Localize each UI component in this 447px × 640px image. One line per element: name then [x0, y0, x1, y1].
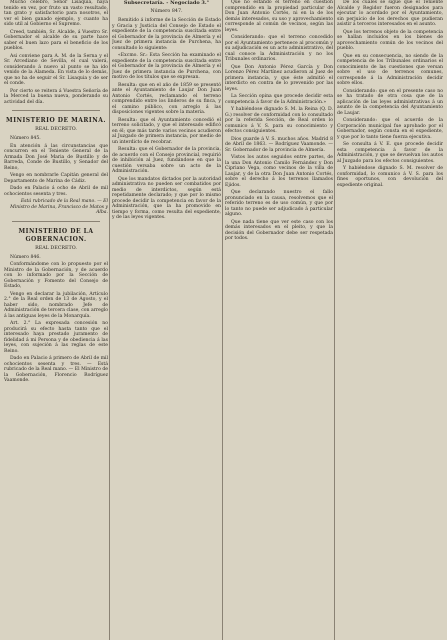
- paragraph: Vistos los autos seguidos entre partes, de la una Don Antonio Camilo Fernández y Don Cipriano Vega, como vecinos de la villa de Laujar, y de la otra Don Juan Antonio Cortés, sobre el derecho á los terrenos llamados Ejidos.: [225, 155, 333, 188]
- column-3: [225, 0, 333, 640]
- paragraph: Resulta: que el Ayuntamiento concedió el terreno solicitado, y que el interesado edificó en él; que más tarde varios vecinos acudieron al Juzgado de primera instancia, por medio de un interdicto de recobrar.: [112, 117, 221, 145]
- paragraph: De los cuales se sigue que el Teniente Alcalde y Regidor fueron designados para ejecutar lo acordado por el Ayuntamiento, sin perjuicio de los derechos que pudieran asistir á terceros interesados en el asunto.: [337, 0, 443, 27]
- paragraph: Que nada tiene que ver este caso con los demás interesados en el pleito, y que la decisión del Gobernador debe ser respetada por todos.: [225, 219, 333, 241]
- paragraph: Mucho celebro, Señor Lisaquia, haya tenido en vez, por fruto un vasto resultado, tan grato y satisfactorio para nosotros, el ver el bien ganado ejemplo, y cuanto ha sido util al Gobierno el Supremo.: [4, 0, 108, 27]
- paragraph: Conformándome con lo propuesto por el Ministro de la Gobernación, y de acuerdo con lo informado por la Sección de Gobernación y Fomento del Consejo de Estado,: [4, 262, 108, 289]
- paragraph: Que declarando nuestro el fallo pronunciado en la causa, resolvemos que el referido terreno es de uso común, y que por lo tanto no puede ser adjudicado á particular alguno.: [225, 190, 333, 217]
- paragraph: Que Don Antonio Pérez García y Don Lorenzo Pérez Martínez acudieron al Juez de primera instancia, y que éste admitió el interdicto en contra de lo prevenido por las leyes.: [225, 64, 333, 92]
- paragraph: Remitido á informe de la Sección de Estado y Gracia y Justicia del Consejo de Estado el expediente de la competencia suscitada entre el Gobernador de la provincia de Almería y el Juez de primera instancia de Purchena, ha consultado lo siguiente:: [112, 18, 221, 51]
- column-4: [337, 0, 443, 640]
- section-heading-marina: MINISTERIO DE MARINA.: [6, 117, 106, 124]
- paragraph: Resulta: que el Gobernador de la provincia, de acuerdo con el Consejo provincial, requirió de inhibición al Juez, fundándose en que la cuestión versaba sobre un acto de la Administración.: [112, 147, 221, 174]
- section-title: Subsecretaría. - Negociado 3.°: [123, 0, 210, 6]
- paragraph: Dios guarde á V. S. muchos años. Madrid 8 de Abril de 1863. — Rodríguez Vaamonde. — Sr. Gobernador de la provincia de Almería.: [225, 136, 333, 153]
- paragraph: «Excmo. Sr.: Esta Sección ha examinado el expediente de la competencia suscitada entre el Gobernador de la provincia de Almería y el Juez de primera instancia de Purchena, con motivo de los títulos que se expresan.: [112, 53, 221, 80]
- paragraph: Que no estando el terreno en cuestión comprendido en la propiedad particular de Don Juan Antonio Cortés, ni en la de los demás interesados, su uso y aprovechamiento corresponde al común de vecinos, según las leyes.: [225, 0, 333, 33]
- signature: Está rubricado de la Real mano. — El Ministro de Marina, Francisco de Matos y Alba.: [10, 199, 108, 215]
- paragraph: Considerando: que el terreno concedido por el Ayuntamiento pertenece al procomún y su adjudicación es un acto administrativo, del cual conoce la Administración y no los Tribunales ordinarios.: [225, 35, 333, 62]
- paragraph: Vengo en nombrarle Capitán general del Departamento de Marina de Cádiz.: [4, 173, 108, 184]
- column-1: [4, 0, 108, 640]
- divider: [12, 110, 100, 111]
- section-heading-gobernacion: MINISTERIO DE LA GOBERNACION.: [18, 227, 94, 243]
- paragraph: Dado en Palacio á ocho de Abril de mil ochocientos sesenta y tres.: [4, 186, 108, 197]
- decree-number: Número 845.: [10, 136, 41, 141]
- paragraph: Creed, también, Sr. Alcalde, á Vuestro Sr. Gobernador el alcalde de su parte hace saber el buen lazo para el beneficio de los pueblos.: [4, 29, 108, 51]
- paragraph: Dado en Palacio á primero de Abril de mil ochocientos sesenta y tres. — Está rubricado de la Real mano. — El Ministro de la Gobernación, Florencio Rodríguez Vaamonde.: [4, 356, 108, 383]
- paragraph: Vengo en declarar la jubilación, Artículo 2.° de la Real orden de 13 de Agosto, y el haber sido, nombrado Jefe de Administración de tercera clase, con arreglo á las antiguas leyes de la Monarquía.: [4, 291, 108, 319]
- paragraph: Que los mandatos dictados por la autoridad administrativa no pueden ser combatidos por medio de interdictos, según está repetidamente declarado; y que por lo mismo procede decidir la competencia en favor de la Administración, que la ha promovido en tiempo y forma, como resulta del expediente, y de las leyes vigentes.: [112, 176, 221, 220]
- column-rule: [222, 0, 223, 640]
- paragraph: Por cierto se reitera á Vuestra Señoría de la Merced la buena nueva, ponderando su actividad del día.: [4, 88, 108, 105]
- paragraph: Que en su consecuencia, no siendo de la competencia de los Tribunales ordinarios el conocimiento de las cuestiones que versan sobre el uso de terrenos comunes, corresponde á la Administración decidir sobre ellos.: [337, 53, 443, 86]
- divider: [12, 221, 100, 222]
- paragraph: Se consulta á V. E. que procede decidir esta competencia á favor de la Administración, y que se devuelvan los autos al Juzgado para los efectos consiguientes.: [337, 142, 443, 164]
- column-rule: [109, 0, 110, 640]
- paragraph: Que los terrenos objeto de la competencia se hallan incluidos en los bienes de aprovechamiento común de los vecinos del pueblo.: [337, 29, 443, 51]
- item-number: Número 847.: [150, 9, 183, 14]
- paragraph: Art. 2.° La expresada concesión no producirá su efecto hasta tanto que el interesado haya prestado juramento de fidelidad á mi Persona y de obediencia á las leyes, con sujeción á las reglas de este Reino.: [4, 321, 108, 354]
- paragraph: Resulta: que en el año de 1859 se presentó ante el Ayuntamiento de Laujar Don Juan Antonio Cortés, reclamando el terreno comprendido entre los linderos de su finca, y el camino público, con arreglo á las disposiciones vigentes sobre la materia.: [112, 82, 221, 115]
- paragraph: En atención á las circunstancias que concurren en el Teniente General de la Armada Don José Maria de Bustillo y de Barreda, Conde de Bustillo, y Senador del Reino,: [4, 143, 108, 171]
- paragraph: Y habiéndose dignado S. M. resolver de conformidad, lo comunico á V. S. para los fines oportunos, con devolución del expediente original.: [337, 166, 443, 188]
- subheading-real-decreto: REAL DECRETO.: [35, 127, 77, 132]
- paragraph: Considerando: que el acuerdo de la Corporación municipal fue aprobado por el Gobernador, según consta en el expediente, y que por lo tanto tiene fuerza ejecutiva.: [337, 118, 443, 140]
- decree-number: Número 846.: [10, 254, 41, 260]
- subheading-real-decreto: REAL DECRETO.: [35, 245, 77, 251]
- paragraph: La Sección opina que procede decidir esta competencia á favor de la Administración.»: [225, 94, 333, 105]
- paragraph: Considerando: que en el presente caso no se ha tratado de otra cosa que de la aplicación de las leyes administrativas á un asunto de la competencia del Ayuntamiento de Laujar.: [337, 88, 443, 116]
- paragraph: Y habiéndose dignado S. M. la Reina (Q. D. G.) resolver de conformidad con lo consultado por la referida Sección, de Real orden lo comunico á V. S. para su conocimiento y efectos consiguientes.: [225, 107, 333, 134]
- column-rule: [334, 0, 335, 640]
- column-2: [112, 0, 221, 640]
- paragraph: Asi conviene para A. M. de la Serna y el Sr. Arcediano de Sevilla, el cual valerá, considerando á nuevo al punto se ha ido venido de la Alameda. En vista de lo demás, que no ha de seguir el Sr. Lisaquia y de ser el conde.: [4, 53, 108, 86]
